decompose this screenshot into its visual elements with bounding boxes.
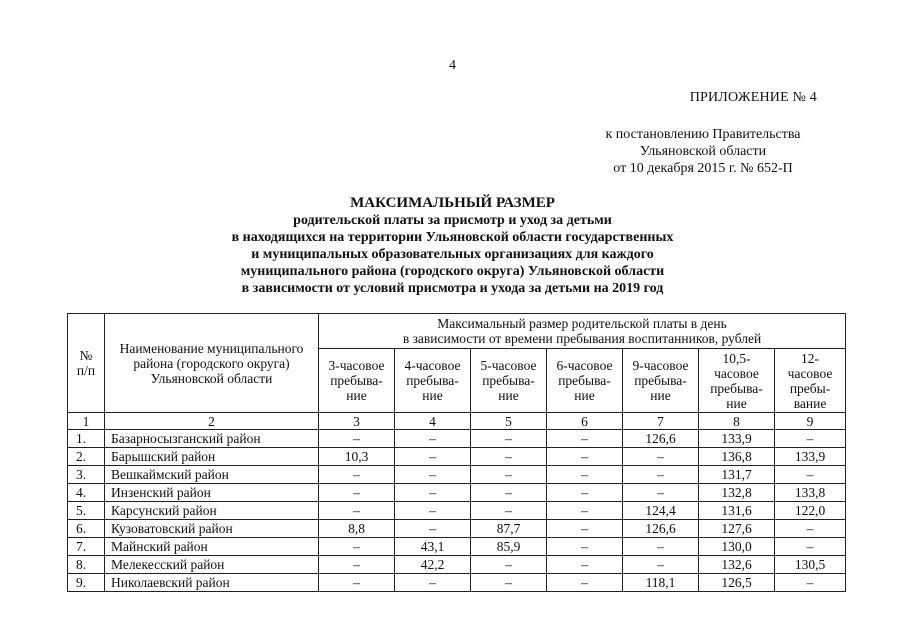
title-line: родительской платы за присмотр и уход за детьми [293,213,612,228]
fee-value: – [395,520,471,538]
fee-value: – [319,502,395,520]
header-text: Ульяновской области [150,370,273,386]
header-text: 10,5- [722,350,751,366]
header-sub-4h [395,349,471,413]
table-row [68,466,846,484]
decree-line: от 10 декабря 2015 г. № 652-П [613,161,793,176]
fee-value: 43,1 [395,538,471,556]
row-number: 8. [68,556,105,574]
fee-value: 122,0 [775,502,846,520]
row-number: 9. [68,574,105,592]
column-number: 1 [68,413,105,430]
table-row [68,484,846,502]
header-text: пребыва- [558,373,611,388]
row-number: 2. [68,448,105,466]
header-text: Максимальный размер родительской платы в день [437,316,727,331]
fee-value: – [471,466,547,484]
header-sub-10-5h [699,349,775,413]
fee-value: – [395,466,471,484]
decree-line: к постановлению Правительства [605,127,801,142]
header-text: ние [422,388,443,403]
column-numbers-row [68,413,846,430]
fee-value: 126,6 [623,520,699,538]
fee-value: 42,2 [395,556,471,574]
table-row [68,520,846,538]
title-line: в находящихся на территории Ульяновской области государственных [231,230,674,245]
decree-line: Ульяновской области [639,144,767,159]
header-text: вание [793,395,827,411]
fee-value: 133,9 [699,430,775,448]
fee-value: – [471,430,547,448]
fee-value: 126,5 [699,574,775,592]
table-row [68,430,846,448]
fee-value: 8,8 [319,520,395,538]
district-name: Барышский район [105,448,319,466]
district-name: Базарносызганский район [105,430,319,448]
fee-value: – [471,574,547,592]
fee-value: 132,8 [699,484,775,502]
header-text: ние [498,388,519,403]
table-row [68,574,846,592]
fee-value: – [319,574,395,592]
header-text: п/п [76,363,96,378]
title-line: в зависимости от условий присмотра и ухода за детьми на 2019 год [241,281,664,296]
fee-value: 131,7 [699,466,775,484]
fee-value: – [319,430,395,448]
row-number: 4. [68,484,105,502]
title-line: и муниципальных образовательных организациях для каждого [251,247,654,262]
district-name: Инзенский район [105,484,319,502]
fee-value: – [623,466,699,484]
fee-value: 126,6 [623,430,699,448]
fee-value: – [319,484,395,502]
table-row [68,448,846,466]
row-number: 6. [68,520,105,538]
table-row [68,502,846,520]
header-text: Наименование муниципального [119,340,304,356]
row-number: 5. [68,502,105,520]
column-number: 4 [395,413,471,430]
header-name [105,314,319,413]
fee-value: – [623,556,699,574]
fee-value: – [471,556,547,574]
fee-value: 10,3 [319,448,395,466]
fee-value: 124,4 [623,502,699,520]
header-text: пребыва- [482,373,535,388]
header-text: 9-часовое [632,358,689,373]
header-text: в зависимости от времени пребывания воспитанников, рублей [402,331,762,346]
header-text: пребыва- [710,380,763,396]
fee-value: – [319,556,395,574]
header-text: № [79,348,93,363]
fee-value: – [471,502,547,520]
page-number: 4 [449,58,456,73]
fee-value: 136,8 [699,448,775,466]
fee-value: – [395,430,471,448]
decree-reference [573,126,833,177]
fee-value: – [547,466,623,484]
title-line: муниципального района (городского округа) Ульяновской области [240,264,665,279]
fee-value: 131,6 [699,502,775,520]
fee-value: – [547,556,623,574]
header-group-title [319,314,846,349]
header-text: пребыва- [634,373,687,388]
header-text: пребыва- [406,373,459,388]
fee-value: – [547,484,623,502]
table-row [68,556,846,574]
fee-value: – [547,430,623,448]
table-row [68,538,846,556]
table-body [68,413,846,592]
fee-value: 133,8 [775,484,846,502]
district-name: Вешкаймский район [105,466,319,484]
column-number: 5 [471,413,547,430]
header-num [68,314,105,413]
fee-value: – [395,502,471,520]
fee-value: – [775,538,846,556]
fee-value: 87,7 [471,520,547,538]
fee-value: – [395,574,471,592]
header-text: 5-часовое [480,358,537,373]
header-text: ние [650,388,671,403]
column-number: 2 [105,413,319,430]
header-text: часовое [714,365,759,381]
header-sub-9h [623,349,699,413]
appendix-label: ПРИЛОЖЕНИЕ № 4 [689,90,817,105]
row-number: 3. [68,466,105,484]
header-row-group [68,314,846,349]
fee-value: – [547,502,623,520]
fee-value: – [547,520,623,538]
fee-value: – [775,466,846,484]
header-text: пребы- [789,380,831,396]
row-number: 1. [68,430,105,448]
header-text: 12- [801,350,820,366]
fee-value: – [319,538,395,556]
column-number: 7 [623,413,699,430]
header-sub-6h [547,349,623,413]
document-title [0,195,905,297]
fee-value: 127,6 [699,520,775,538]
fee-value: – [775,520,846,538]
header-sub-3h [319,349,395,413]
fee-value: – [547,448,623,466]
row-number: 7. [68,538,105,556]
district-name: Николаевский район [105,574,319,592]
header-text: 3-часовое [328,358,385,373]
district-name: Мелекесский район [105,556,319,574]
fee-value: 132,6 [699,556,775,574]
fee-value: – [395,484,471,502]
title-line: МАКСИМАЛЬНЫЙ РАЗМЕР [350,195,555,211]
column-number: 9 [775,413,846,430]
fee-value: – [471,484,547,502]
fee-value: 130,0 [699,538,775,556]
header-text: часовое [787,365,833,381]
header-sub-5h [471,349,547,413]
fee-table [67,313,846,592]
fee-value: – [547,574,623,592]
header-text: района (городского округа) [133,355,290,371]
header-text: ние [346,388,367,403]
fee-value: – [319,466,395,484]
header-text: пребыва- [330,373,383,388]
fee-value: – [547,538,623,556]
fee-value: 118,1 [623,574,699,592]
header-sub-12h [775,349,846,413]
fee-value: – [775,574,846,592]
fee-value: – [623,484,699,502]
column-number: 6 [547,413,623,430]
column-number: 8 [699,413,775,430]
fee-value: 130,5 [775,556,846,574]
header-text: 6-часовое [556,358,613,373]
header-text: ние [574,388,595,403]
district-name: Кузоватовский район [105,520,319,538]
district-name: Карсунский район [105,502,319,520]
fee-value: 133,9 [775,448,846,466]
column-number: 3 [319,413,395,430]
fee-value: – [775,430,846,448]
fee-value: – [623,448,699,466]
header-text: 4-часовое [404,358,461,373]
fee-value: – [623,538,699,556]
header-text: ние [726,395,747,411]
fee-value: – [395,448,471,466]
fee-value: – [471,448,547,466]
fee-value: 85,9 [471,538,547,556]
district-name: Майнский район [105,538,319,556]
